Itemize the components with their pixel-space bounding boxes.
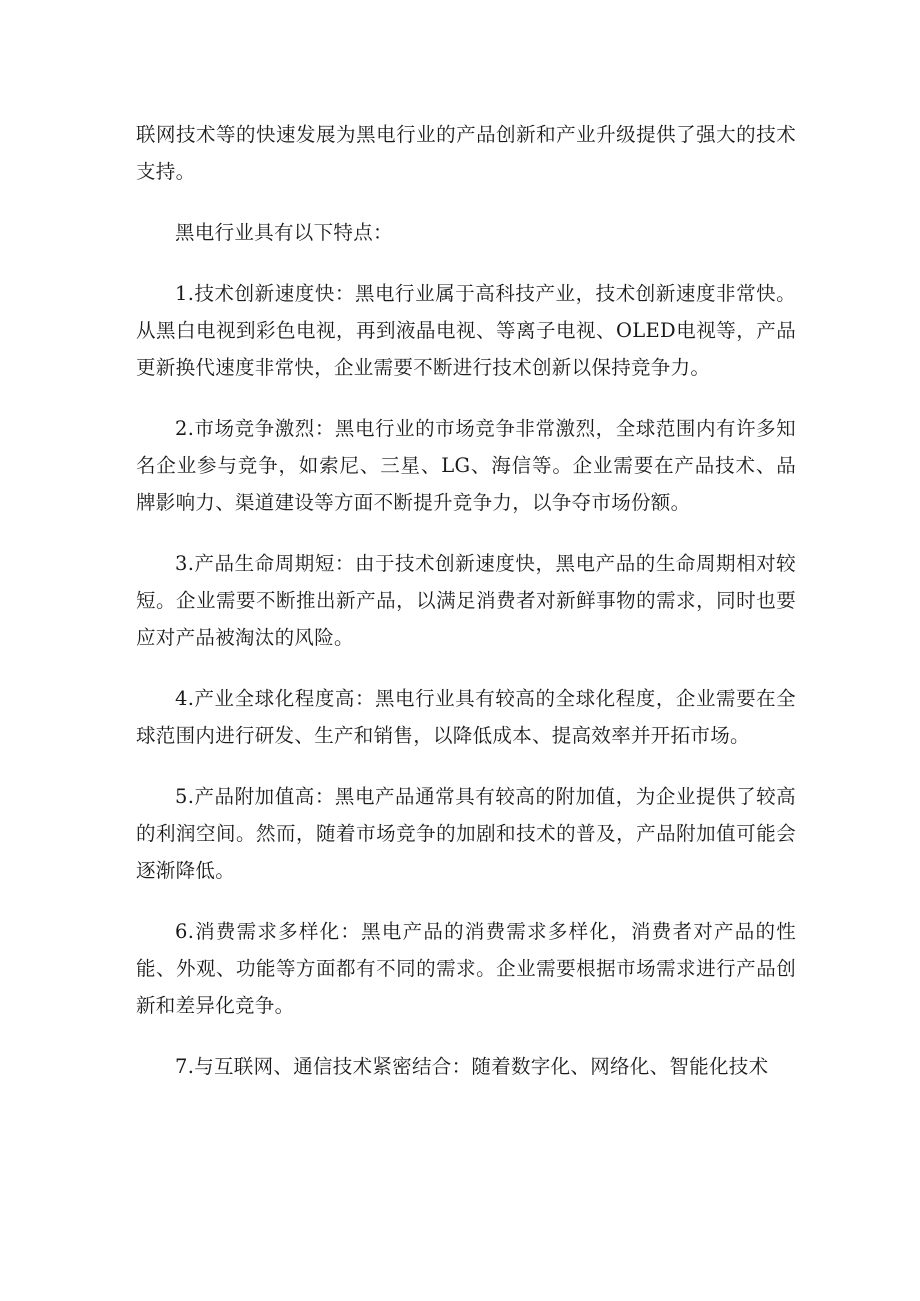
list-item-4: 4.产业全球化程度高：黑电行业具有较高的全球化程度，企业需要在全球范围内进行研发、生产和销售，以降低成本、提高效率并开拓市场。 [136, 687, 796, 747]
list-item-5: 5.产品附加值高：黑电产品通常具有较高的附加值，为企业提供了较高的利润空间。然而，随着市场竞争的加剧和技术的普及，产品附加值可能会逐渐降低。 [136, 785, 796, 882]
paragraph-intro: 黑电行业具有以下特点： [175, 221, 393, 244]
list-item-7: 7.与互联网、通信技术紧密结合：随着数字化、网络化、智能化技术 [175, 1055, 769, 1078]
paragraph-continuation: 联网技术等的快速发展为黑电行业的产品创新和产业升级提供了强大的技术支持。 [136, 123, 796, 183]
document-body [136, 116, 796, 1109]
list-item-6: 6.消费需求多样化：黑电产品的消费需求多样化，消费者对产品的性能、外观、功能等方面都有不同的需求。企业需要根据市场需求进行产品创新和差异化竞争。 [136, 920, 796, 1017]
list-item-1: 1.技术创新速度快：黑电行业属于高科技产业，技术创新速度非常快。从黑白电视到彩色电视，再到液晶电视、等离子电视、OLED电视等，产品更新换代速度非常快，企业需要不断进行技术创新以保持竞争力。 [136, 282, 796, 379]
list-item-2: 2.市场竞争激烈：黑电行业的市场竞争非常激烈，全球范围内有许多知名企业参与竞争，如索尼、三星、LG、海信等。企业需要在产品技术、品牌影响力、渠道建设等方面不断提升竞争力，以争夺市场份额。 [136, 417, 796, 514]
list-item-3: 3.产品生命周期短：由于技术创新速度快，黑电产品的生命周期相对较短。企业需要不断推出新产品，以满足消费者对新鲜事物的需求，同时也要应对产品被淘汰的风险。 [136, 552, 796, 649]
